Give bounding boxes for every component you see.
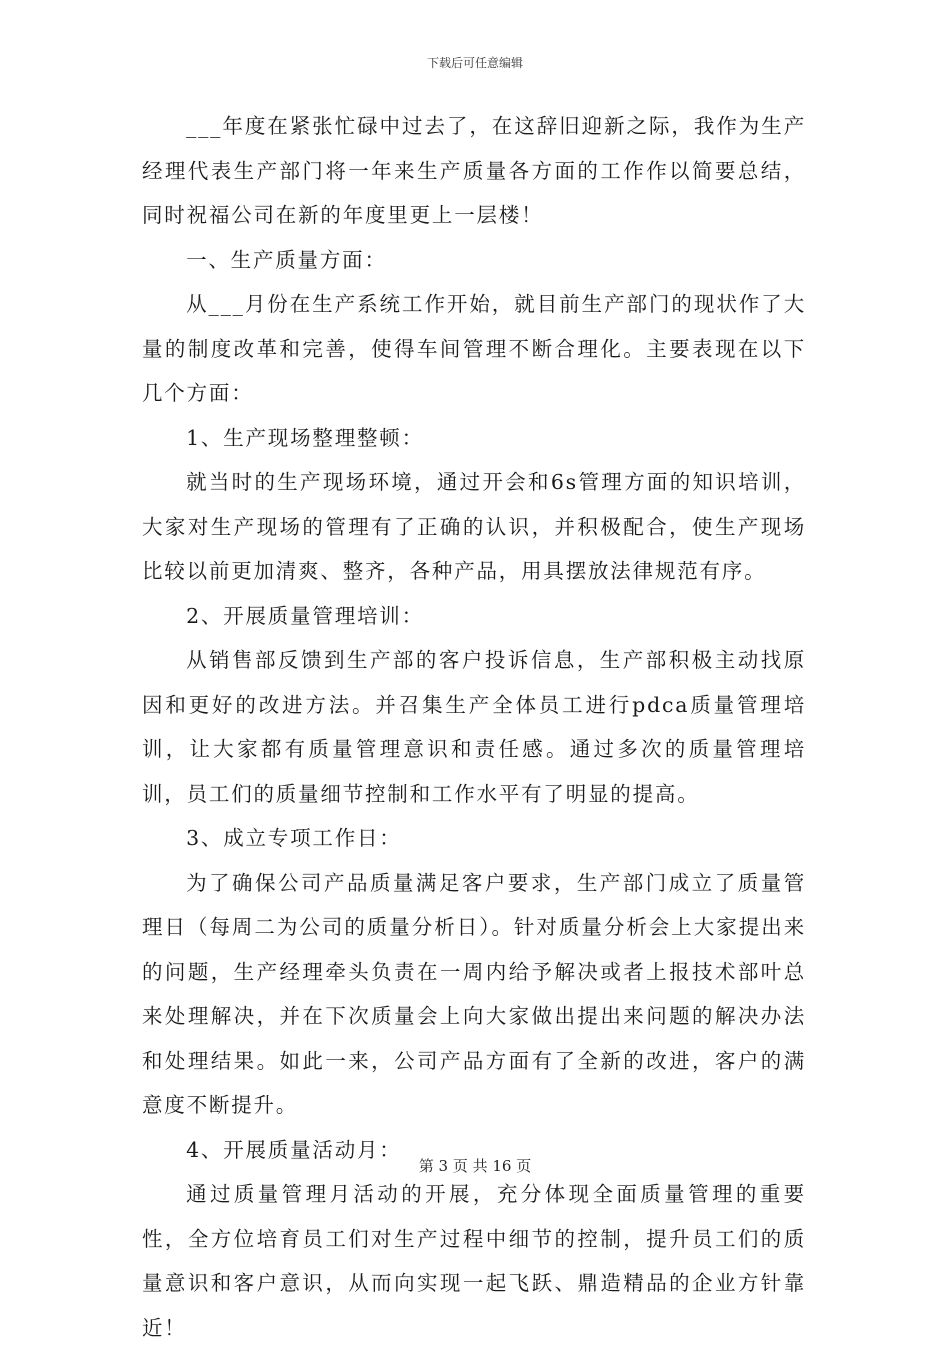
paragraph-overview: 从___月份在生产系统工作开始，就目前生产部门的现状作了大量的制度改革和完善，使得车间管理不断合理化。主要表现在以下几个方面： <box>142 292 806 405</box>
header-note: 下载后可任意编辑 <box>426 56 523 70</box>
subheading-work-day: 3、成立专项工作日： <box>186 826 402 850</box>
subheading-site-organization: 1、生产现场整理整顿： <box>186 425 424 450</box>
paragraph-intro: ___年度在紧张忙碌中过去了，在这辞旧迎新之际，我作为生产经理代表生产部门将一年来生产质量各方面的工作作以简要总结，同时祝福公司在新的年度里更上一层楼！ <box>142 114 806 227</box>
paragraph-work-day: 为了确保公司产品质量满足客户要求，生产部门成立了质量管理日（每周二为公司的质量分析日）。针对质量分析会上大家提出来的问题，生产经理牵头负责在一周内给予解决或者上报技术部叶总来处理解决，并在下次质量会上向大家做出提出来问题的解决办法和处理结果。如此一来，公司产品方面有了全新的改进，客户的满意度不断提升。 <box>142 870 806 1117</box>
paragraph-quality-month: 通过质量管理月活动的开展，充分体现全面质量管理的重要性，全方位培育员工们对生产过程中细节的控制，提升员工们的质量意识和客户意识，从而向实现一起飞跃、鼎造精品的企业方针靠近！ <box>142 1182 806 1340</box>
subheading-quality-month: 4、开展质量活动月： <box>186 1137 402 1162</box>
section-heading-production-quality: 一、生产质量方面： <box>186 247 387 272</box>
subheading-quality-training: 2、开展质量管理培训： <box>186 603 424 628</box>
page-indicator: 第 3 页 共 16 页 <box>418 1157 532 1175</box>
paragraph-quality-training: 从销售部反馈到生产部的客户投诉信息，生产部积极主动找原因和更好的改进方法。并召集生产全体员工进行pdca质量管理培训，让大家都有质量管理意识和责任感。通过多次的质量管理培训，员工们的质量细节控制和工作水平有了明显的提高。 <box>142 648 806 806</box>
paragraph-site-organization: 就当时的生产现场环境，通过开会和6s管理方面的知识培训，大家对生产现场的管理有了正确的认识，并积极配合，使生产现场比较以前更加清爽、整齐，各种产品，用具摆放法律规范有序。 <box>142 470 806 583</box>
